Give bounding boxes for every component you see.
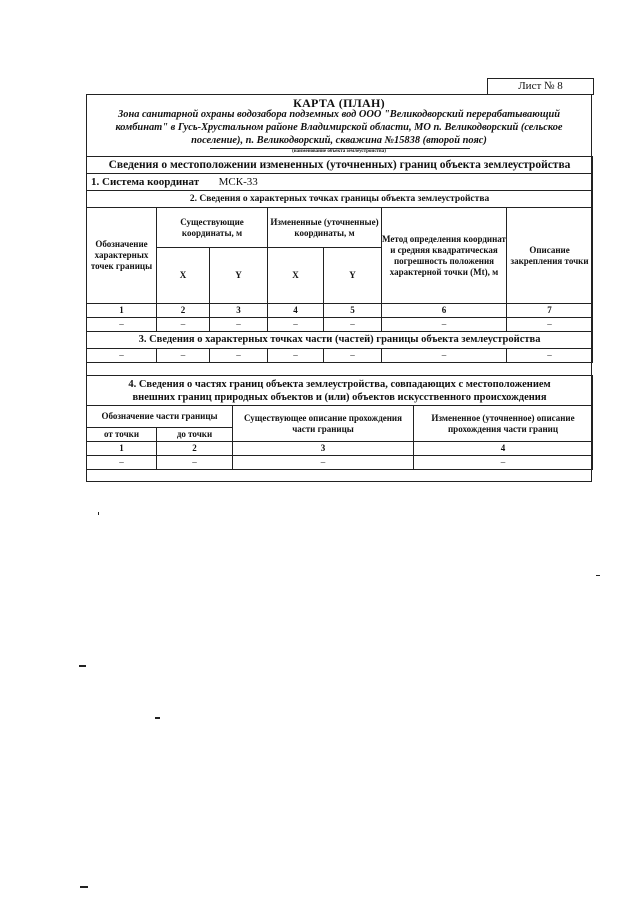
- column-number: 4: [268, 304, 324, 318]
- section4-title-line-2: внешних границ природных объектов и (или) объектов искусственного происхождения: [132, 391, 547, 403]
- section3-title: 3. Сведения о характерных точках части (частей) границы объекта землеустройства: [87, 332, 593, 349]
- table-cell: –: [157, 318, 210, 332]
- table-cell: –: [268, 318, 324, 332]
- object-name-caption: (наименование объекта землеустройства): [292, 149, 386, 154]
- column-number: 3: [210, 304, 268, 318]
- header-fixing-description: Описание закрепления точки: [507, 208, 593, 304]
- table-cell: –: [324, 318, 382, 332]
- column-number: 2: [157, 304, 210, 318]
- table-cell: –: [382, 318, 507, 332]
- section2-title: 2. Сведения о характерных точках границы объекта землеустройства: [87, 191, 593, 208]
- section-main-title: Сведения о местоположении измененных (уточненных) границ объекта землеустройства: [87, 157, 593, 174]
- table-cell: –: [324, 349, 382, 363]
- column-number: 6: [382, 304, 507, 318]
- table-cell: –: [507, 349, 593, 363]
- table-cell: –: [233, 456, 414, 470]
- table-cell: –: [414, 456, 593, 470]
- scan-mark: [80, 886, 88, 888]
- header-from-point: от точки: [87, 428, 157, 442]
- scan-mark: [155, 717, 160, 719]
- table-cell: –: [507, 318, 593, 332]
- header-to-point: до точки: [157, 428, 233, 442]
- table-cell: –: [268, 349, 324, 363]
- table-cell: –: [157, 456, 233, 470]
- header-changed-x: X: [268, 248, 324, 304]
- table-cell: –: [87, 349, 157, 363]
- column-number: 4: [414, 442, 593, 456]
- table-cell: –: [382, 349, 507, 363]
- zone-description-line-3: поселение), п. Великодворский, скважина №15838 (второй пояс): [191, 135, 487, 146]
- column-number: 5: [324, 304, 382, 318]
- column-number: 7: [507, 304, 593, 318]
- zone-description-line-1: Зона санитарной охраны водозабора подземных вод ООО "Великодворский перерабатывающий: [117, 109, 561, 120]
- header-existing-y: Y: [210, 248, 268, 304]
- header-changed-description: Измененное (уточненное) описание прохождения части границ: [414, 406, 593, 442]
- column-number: 1: [87, 304, 157, 318]
- header-existing-coords: Существующие координаты, м: [157, 208, 268, 248]
- column-number: 1: [87, 442, 157, 456]
- header-changed-y: Y: [324, 248, 382, 304]
- header-method: Метод определения координат и средняя квадратическая погрешность положения характерной точки (Mt), м: [382, 208, 507, 304]
- table-cell: –: [210, 349, 268, 363]
- scan-mark: [79, 665, 86, 667]
- column-number: 2: [157, 442, 233, 456]
- section4-title: [87, 376, 593, 406]
- document-title: КАРТА (ПЛАН): [293, 96, 385, 110]
- zone-description-line-2: комбинат" в Гусь-Хрустальном районе Владимирской области, МО п. Великодворский (сельское: [115, 122, 563, 133]
- header-changed-coords: Измененные (уточненные) координаты, м: [268, 208, 382, 248]
- header-existing-description: Существующее описание прохождения части границы: [233, 406, 414, 442]
- table-cell: –: [210, 318, 268, 332]
- main-table: [86, 156, 593, 363]
- scan-mark: [596, 575, 600, 576]
- header-part-designation: Обозначение части границы: [87, 406, 233, 428]
- column-number: 3: [233, 442, 414, 456]
- coordinate-system-value: МСК-33: [218, 175, 258, 188]
- zone-description: [94, 108, 584, 147]
- header-existing-x: X: [157, 248, 210, 304]
- section4-table: [86, 375, 593, 470]
- table-cell: –: [87, 318, 157, 332]
- coordinate-system-row: [87, 174, 593, 191]
- scan-mark: [98, 512, 99, 515]
- section4-title-line-1: 4. Сведения о частях границ объекта землеустройства, совпадающих с местоположением: [128, 378, 551, 390]
- table-cell: –: [87, 456, 157, 470]
- table-cell: –: [157, 349, 210, 363]
- coordinate-system-label: 1. Система координат: [91, 175, 200, 188]
- sheet-number: Лист № 8: [487, 78, 594, 95]
- header-point-designation: Обозначение характерных точек границы: [87, 208, 157, 304]
